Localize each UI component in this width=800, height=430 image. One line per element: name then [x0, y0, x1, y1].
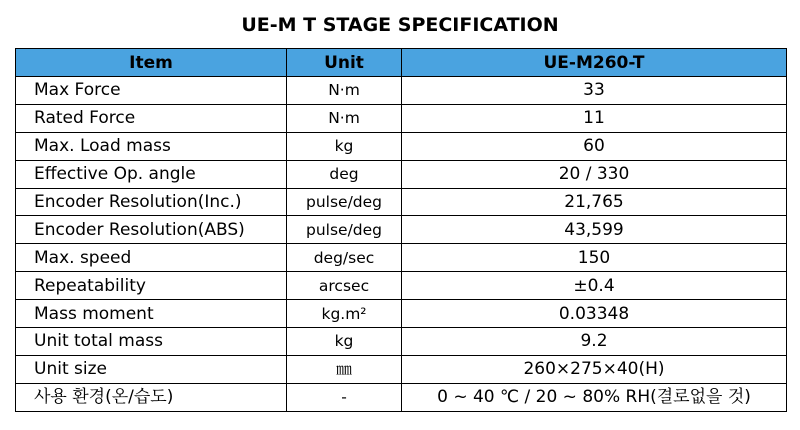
row-item: Max. speed [16, 244, 287, 272]
row-unit: N·m [287, 104, 402, 132]
row-value: 0 ~ 40 ℃ / 20 ~ 80% RH(결로없을 것) [402, 383, 787, 411]
table-row [16, 328, 787, 356]
page-title: UE-M T STAGE SPECIFICATION [241, 14, 559, 36]
row-item: Max Force [16, 77, 287, 105]
row-unit: - [287, 383, 402, 411]
spec-table [15, 48, 787, 412]
table-row [16, 77, 787, 105]
row-item: Repeatability [16, 272, 287, 300]
row-unit: N·m [287, 77, 402, 105]
row-item: Max. Load mass [16, 132, 287, 160]
table-row [16, 132, 787, 160]
row-item: Effective Op. angle [16, 160, 287, 188]
row-value: 11 [402, 104, 787, 132]
table-header-row [16, 49, 787, 77]
table-row [16, 272, 787, 300]
table-row [16, 355, 787, 383]
row-value: 60 [402, 132, 787, 160]
row-unit: arcsec [287, 272, 402, 300]
row-value: 20 / 330 [402, 160, 787, 188]
row-item: Encoder Resolution(ABS) [16, 216, 287, 244]
table-row [16, 188, 787, 216]
row-unit: pulse/deg [287, 188, 402, 216]
header-model: UE-M260-T [402, 49, 787, 77]
table-row [16, 383, 787, 411]
row-item: Mass moment [16, 300, 287, 328]
row-value: 260×275×40(H) [402, 355, 787, 383]
table-row [16, 216, 787, 244]
row-value: ±0.4 [402, 272, 787, 300]
header-unit: Unit [287, 49, 402, 77]
table-row [16, 300, 787, 328]
row-unit: deg/sec [287, 244, 402, 272]
header-item: Item [16, 49, 287, 77]
row-item: Unit size [16, 355, 287, 383]
row-item: Unit total mass [16, 328, 287, 356]
row-unit: kg [287, 132, 402, 160]
row-value: 21,765 [402, 188, 787, 216]
table-row [16, 160, 787, 188]
row-item: 사용 환경(온/습도) [16, 383, 287, 411]
row-unit: kg.m² [287, 300, 402, 328]
row-value: 43,599 [402, 216, 787, 244]
row-value: 0.03348 [402, 300, 787, 328]
row-unit: pulse/deg [287, 216, 402, 244]
row-item: Rated Force [16, 104, 287, 132]
row-value: 9.2 [402, 328, 787, 356]
row-unit: ㎜ [287, 355, 402, 383]
row-unit: deg [287, 160, 402, 188]
row-value: 150 [402, 244, 787, 272]
row-item: Encoder Resolution(Inc.) [16, 188, 287, 216]
row-value: 33 [402, 77, 787, 105]
table-row [16, 244, 787, 272]
row-unit: kg [287, 328, 402, 356]
table-row [16, 104, 787, 132]
